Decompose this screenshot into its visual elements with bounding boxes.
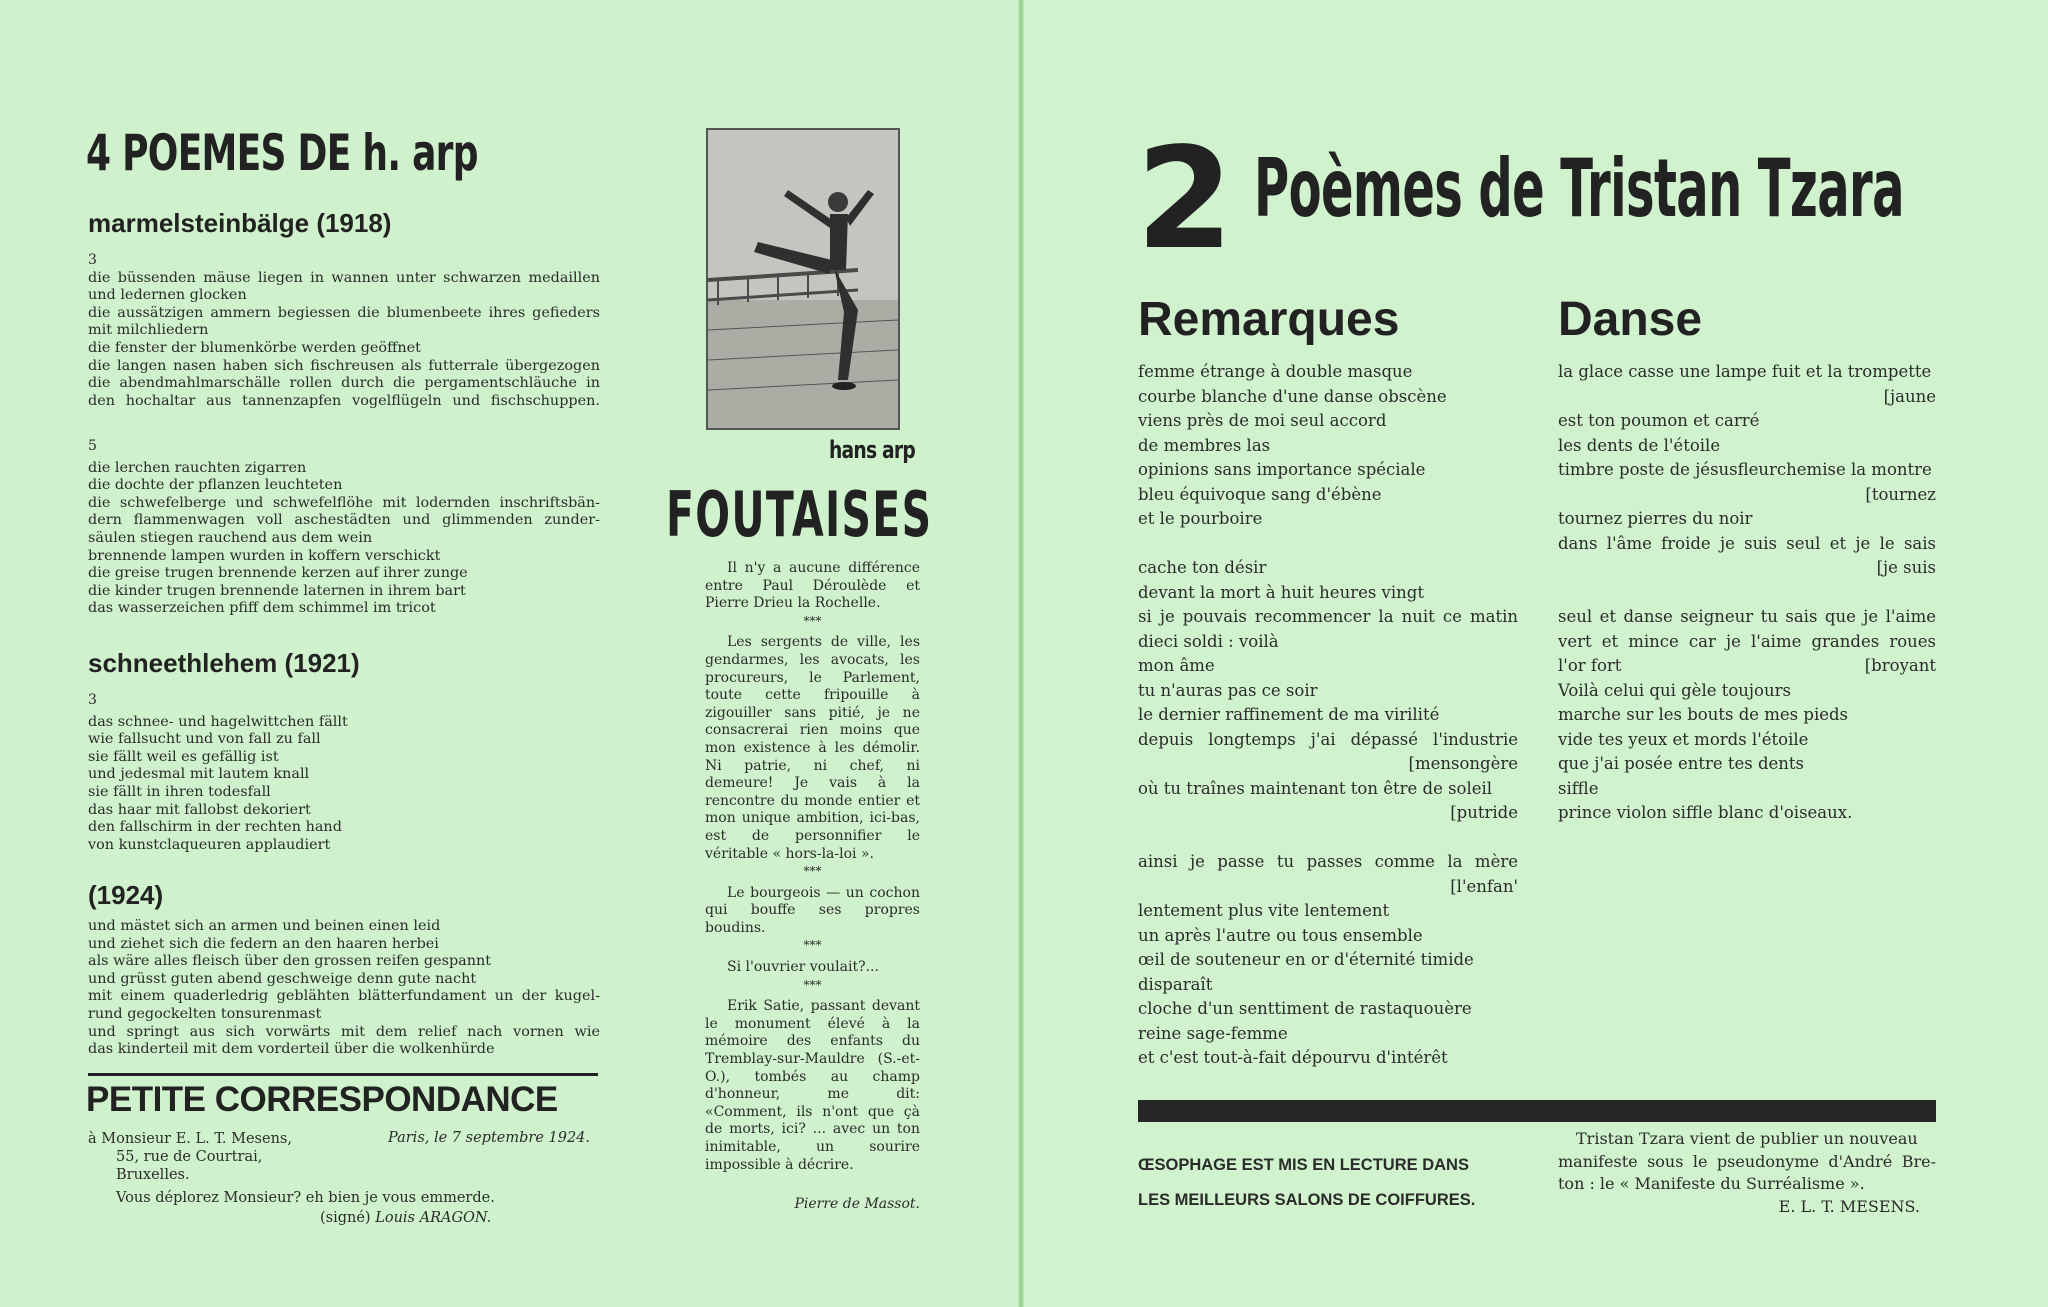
poem-line: depuis longtemps j'ai dépassé l'industrie bbox=[1138, 729, 1518, 749]
poem-line: sie fällt in ihren todesfall bbox=[88, 783, 271, 800]
poem-line: und ledernen glocken bbox=[88, 287, 247, 304]
poem-line: sie fällt weil es gefällig ist bbox=[88, 748, 279, 765]
poem-line: als wäre alles fleisch über den grossen reifen gespannt bbox=[88, 953, 492, 970]
stanza-number: 3 bbox=[88, 692, 97, 708]
black-bar-divider bbox=[1138, 1100, 1936, 1122]
poem-line: et c'est tout-à-fait dépourvu d'intérêt bbox=[1138, 1048, 1448, 1067]
oesophage-notice bbox=[1138, 1148, 1475, 1218]
poem-line: femme étrange à double masque bbox=[1138, 362, 1413, 381]
poem-line: de membres las bbox=[1138, 435, 1271, 455]
address-line: 55, rue de Courtrai, bbox=[116, 1149, 263, 1165]
poem-line: où tu traînes maintenant ton être de soleil bbox=[1138, 778, 1493, 798]
poem-line: reine sage-femme bbox=[1138, 1023, 1288, 1043]
poem-line: tournez pierres du noir bbox=[1558, 509, 1753, 528]
separator-stars: *** bbox=[803, 864, 822, 879]
signed-prefix: (signé) bbox=[320, 1210, 371, 1226]
poem-line: si je pouvais recommencer la nuit ce matin bbox=[1138, 607, 1518, 626]
note-line: ton : le « Manifeste du Surréalisme ». bbox=[1558, 1174, 1865, 1193]
poem-line: ainsi je passe tu passes comme la mère bbox=[1138, 852, 1518, 871]
correspondance-body: Vous déplorez Monsieur? eh bien je vous emmerde. bbox=[116, 1190, 495, 1206]
poem-line: die langen nasen haben sich fischreusen als futterrale übergezogen bbox=[88, 357, 600, 374]
poem-line: la glace casse une lampe fuit et la trompette bbox=[1558, 362, 1932, 381]
poem1-stanza1 bbox=[88, 252, 600, 410]
poem-line: die greise trugen brennende kerzen auf ihrer zunge bbox=[88, 565, 468, 582]
poem-line: wie fallsucht und von fall zu fall bbox=[88, 731, 321, 748]
poem-line: von kunstclaqueuren applaudiert bbox=[88, 836, 331, 853]
poem-line: Voilà celui qui gèle toujours bbox=[1558, 680, 1791, 700]
notice-line: ŒSOPHAGE EST MIS EN LECTURE DANS bbox=[1138, 1156, 1469, 1174]
separator-stars: *** bbox=[803, 613, 822, 628]
photo-caption: hans arp bbox=[829, 436, 915, 464]
poem3-title: (1924) bbox=[88, 880, 164, 910]
remarques-poem bbox=[1138, 360, 1518, 1071]
stanza-number: 5 bbox=[88, 438, 97, 454]
poem-line: und springt aus sich vorwärts mit dem relief nach vornen wie bbox=[88, 1023, 600, 1040]
poem-line: l'or fort bbox=[1558, 656, 1622, 675]
foutaises-paragraph: Les sergents de ville, les gendarmes, les avocats, les procureurs, le Parlement, toute cette fripouille à zigouiller sans pitié, je ne consacrerai rien moins que mon existence à les démolir. Ni patrie, ni chef, ni demeure! Je vais à la rencontre du monde entier et mon unique ambition, ici-bas, est de personnifier le véritable « hors-la-loi ». bbox=[705, 634, 920, 862]
tzara-note bbox=[1558, 1128, 1936, 1218]
tzara-title: Poèmes de Tristan Tzara bbox=[1254, 142, 1904, 235]
poem-line: disparaît bbox=[1138, 974, 1213, 994]
poem-line: mit einem quaderledrig geblähten blätterfundament un der kugel- bbox=[88, 988, 600, 1005]
poem-line: mit milchliedern bbox=[88, 322, 209, 339]
poem-line: und mästet sich an armen und beinen einen leid bbox=[88, 918, 441, 934]
poem1-stanza2 bbox=[88, 438, 600, 618]
poem-line: lentement plus vite lentement bbox=[1138, 901, 1390, 920]
poem1-title: marmelsteinbälge (1918) bbox=[88, 208, 392, 238]
poem-line: rund gegockelten tonsurenmast bbox=[88, 1005, 322, 1022]
poem-line: säulen stiegen rauchend aus dem wein bbox=[88, 529, 373, 546]
poem-line: die fenster der blumenkörbe werden geöffnet bbox=[88, 339, 421, 356]
poem-line: tu n'auras pas ce soir bbox=[1138, 680, 1318, 700]
remarques-heading: Remarques bbox=[1138, 293, 1400, 346]
poem-line: die lerchen rauchten zigarren bbox=[88, 459, 307, 476]
poem-line: den hochaltar aus tannenzapfen vogelflügeln und fischschuppen. bbox=[88, 392, 600, 409]
poem-line: und grüsst guten abend geschweige denn gute nacht bbox=[88, 970, 477, 987]
poem-line: siffle bbox=[1558, 778, 1599, 798]
poem-line: die kinder trugen brennende laternen in ihrem bart bbox=[88, 582, 466, 599]
note-signature: E. L. T. MESENS. bbox=[1778, 1196, 1920, 1216]
separator-stars: *** bbox=[803, 977, 822, 992]
poem-line: devant la mort à huit heures vingt bbox=[1138, 582, 1424, 602]
poem-line: das wasserzeichen pfiff dem schimmel im tricot bbox=[88, 600, 436, 617]
poem-line-continuation: [l'enfan' bbox=[1450, 876, 1518, 896]
poem-line: die dochte der pflanzen leuchteten bbox=[88, 477, 343, 494]
stanza-gap bbox=[1138, 532, 1518, 557]
poem-line: courbe blanche d'une danse obscène bbox=[1138, 386, 1447, 406]
poem-line: die abendmahlmarschälle rollen durch die pergamentschläuche in bbox=[88, 375, 600, 392]
poem-line: die schwefelberge und schwefelflöhe mit lodernden inschriftsbän- bbox=[88, 494, 600, 511]
foutaises-body bbox=[705, 560, 920, 1214]
poem-line: dern flammenwagen voll aschestädten und glimmenden zunder- bbox=[88, 512, 600, 529]
poem-line: die aussätzigen ammern begiessen die blumenbeete ihres gefieders bbox=[88, 304, 600, 321]
poem2-body bbox=[88, 692, 600, 854]
poem-line: que j'ai posée entre tes dents bbox=[1558, 754, 1805, 773]
signed-name: Louis ARAGON. bbox=[375, 1210, 492, 1226]
poem-line: œil de souteneur en or d'éternité timide bbox=[1138, 950, 1474, 969]
danse-poem bbox=[1558, 360, 1936, 826]
correspondance-signature bbox=[320, 1210, 491, 1226]
poem-line-continuation: [jaune bbox=[1883, 386, 1936, 406]
poem-line: un après l'autre ou tous ensemble bbox=[1138, 925, 1423, 945]
poem3-body bbox=[88, 918, 600, 1059]
foutaises-signature: Pierre de Massot. bbox=[794, 1196, 920, 1213]
poem-line: cache ton désir bbox=[1138, 558, 1267, 577]
poem-line: den fallschirm in der rechten hand bbox=[88, 819, 342, 836]
poem-line-continuation: [je suis bbox=[1876, 558, 1936, 577]
poem-line: opinions sans importance spéciale bbox=[1138, 460, 1426, 479]
foutaises-paragraph: Erik Satie, passant devant le monument élevé à la mémoire des enfants du Tremblay-sur-Mauldre (S.-et-O.), tombés au champ d'honneur, me dit: «Comment, ils n'ont que çà de morts, ici? ... avec un ton inimitable, un sourire impossible à décrire. bbox=[705, 998, 920, 1173]
stanza-gap bbox=[1138, 826, 1518, 851]
poem-line-continuation: [broyant bbox=[1864, 656, 1936, 675]
stanza-gap bbox=[1558, 581, 1936, 606]
foutaises-title: FOUTAISES bbox=[666, 478, 933, 551]
dancer-photo bbox=[706, 128, 900, 430]
poem-line: seul et danse seigneur tu sais que je l'aime bbox=[1558, 607, 1936, 626]
poem-line: bleu équivoque sang d'ébène bbox=[1138, 484, 1382, 504]
dancer-photo-image bbox=[708, 130, 898, 428]
danse-heading: Danse bbox=[1558, 293, 1703, 346]
note-line: manifeste sous le pseudonyme d'André Bre- bbox=[1558, 1151, 1936, 1171]
correspondance-address bbox=[88, 1130, 292, 1184]
poem-line: das haar mit fallobst dekoriert bbox=[88, 801, 311, 818]
big-number: 2 bbox=[1136, 118, 1234, 281]
poem-line: le dernier raffinement de ma virilité bbox=[1138, 705, 1440, 724]
poem-line: est ton poumon et carré bbox=[1558, 411, 1760, 430]
poem-line: vide tes yeux et mords l'étoile bbox=[1558, 729, 1809, 749]
poem-line: vert et mince car je l'aime grandes roues bbox=[1558, 631, 1936, 651]
correspondance-date: Paris, le 7 septembre 1924. bbox=[388, 1130, 591, 1146]
arp-title: 4 POEMES DE h. arp bbox=[86, 124, 478, 182]
foutaises-paragraph: Si l'ouvrier voulait?... bbox=[727, 959, 879, 976]
poem-line: das kinderteil mit dem vorderteil über die wolkenhürde bbox=[88, 1041, 495, 1058]
poem-line: das schnee- und hagelwittchen fällt bbox=[88, 713, 348, 730]
note-line: Tristan Tzara vient de publier un nouveau bbox=[1576, 1129, 1918, 1148]
poem-line: und jedesmal mit lautem knall bbox=[88, 766, 310, 783]
poem-line: dieci soldi : voilà bbox=[1138, 631, 1279, 651]
correspondance-title: PETITE CORRESPONDANCE bbox=[86, 1080, 558, 1119]
separator-stars: *** bbox=[803, 938, 822, 953]
correspondance-rule bbox=[88, 1073, 598, 1076]
poem-line-continuation: [tournez bbox=[1865, 484, 1936, 504]
foutaises-paragraph: Il n'y a aucune différence entre Paul Déroulède et Pierre Drieu la Rochelle. bbox=[705, 560, 920, 612]
poem-line: prince violon siffle blanc d'oiseaux. bbox=[1558, 803, 1853, 822]
poem-line-with-continuation bbox=[1558, 654, 1936, 679]
poem-line-continuation: [mensongère bbox=[1408, 754, 1518, 773]
poem-line: mon âme bbox=[1138, 656, 1215, 675]
poem2-title: schneethlehem (1921) bbox=[88, 648, 360, 678]
poem-line: viens près de moi seul accord bbox=[1138, 411, 1387, 430]
poem-line: die büssenden mäuse liegen in wannen unter schwarzen medaillen bbox=[88, 269, 600, 286]
poem-line: et le pourboire bbox=[1138, 509, 1263, 528]
poem-line-continuation: [putride bbox=[1450, 803, 1518, 822]
poem-line: und ziehet sich die federn an den haaren herbei bbox=[88, 935, 439, 952]
address-line: Bruxelles. bbox=[116, 1167, 190, 1183]
poem-line: les dents de l'étoile bbox=[1558, 435, 1721, 455]
foutaises-paragraph: Le bourgeois — un cochon qui bouffe ses propres boudins. bbox=[705, 884, 920, 936]
poem-line: timbre poste de jésusfleurchemise la montre bbox=[1558, 460, 1932, 479]
poem-line: marche sur les bouts de mes pieds bbox=[1558, 705, 1849, 724]
address-line: à Monsieur E. L. T. Mesens, bbox=[88, 1131, 292, 1147]
notice-line: LES MEILLEURS SALONS DE COIFFURES. bbox=[1138, 1191, 1476, 1209]
poem-line: dans l'âme froide je suis seul et je le sais bbox=[1558, 533, 1936, 553]
stanza-number: 3 bbox=[88, 252, 97, 268]
poem-line: brennende lampen wurden in koffern verschickt bbox=[88, 547, 441, 564]
poem-line: cloche d'un senttiment de rastaquouère bbox=[1138, 999, 1472, 1018]
